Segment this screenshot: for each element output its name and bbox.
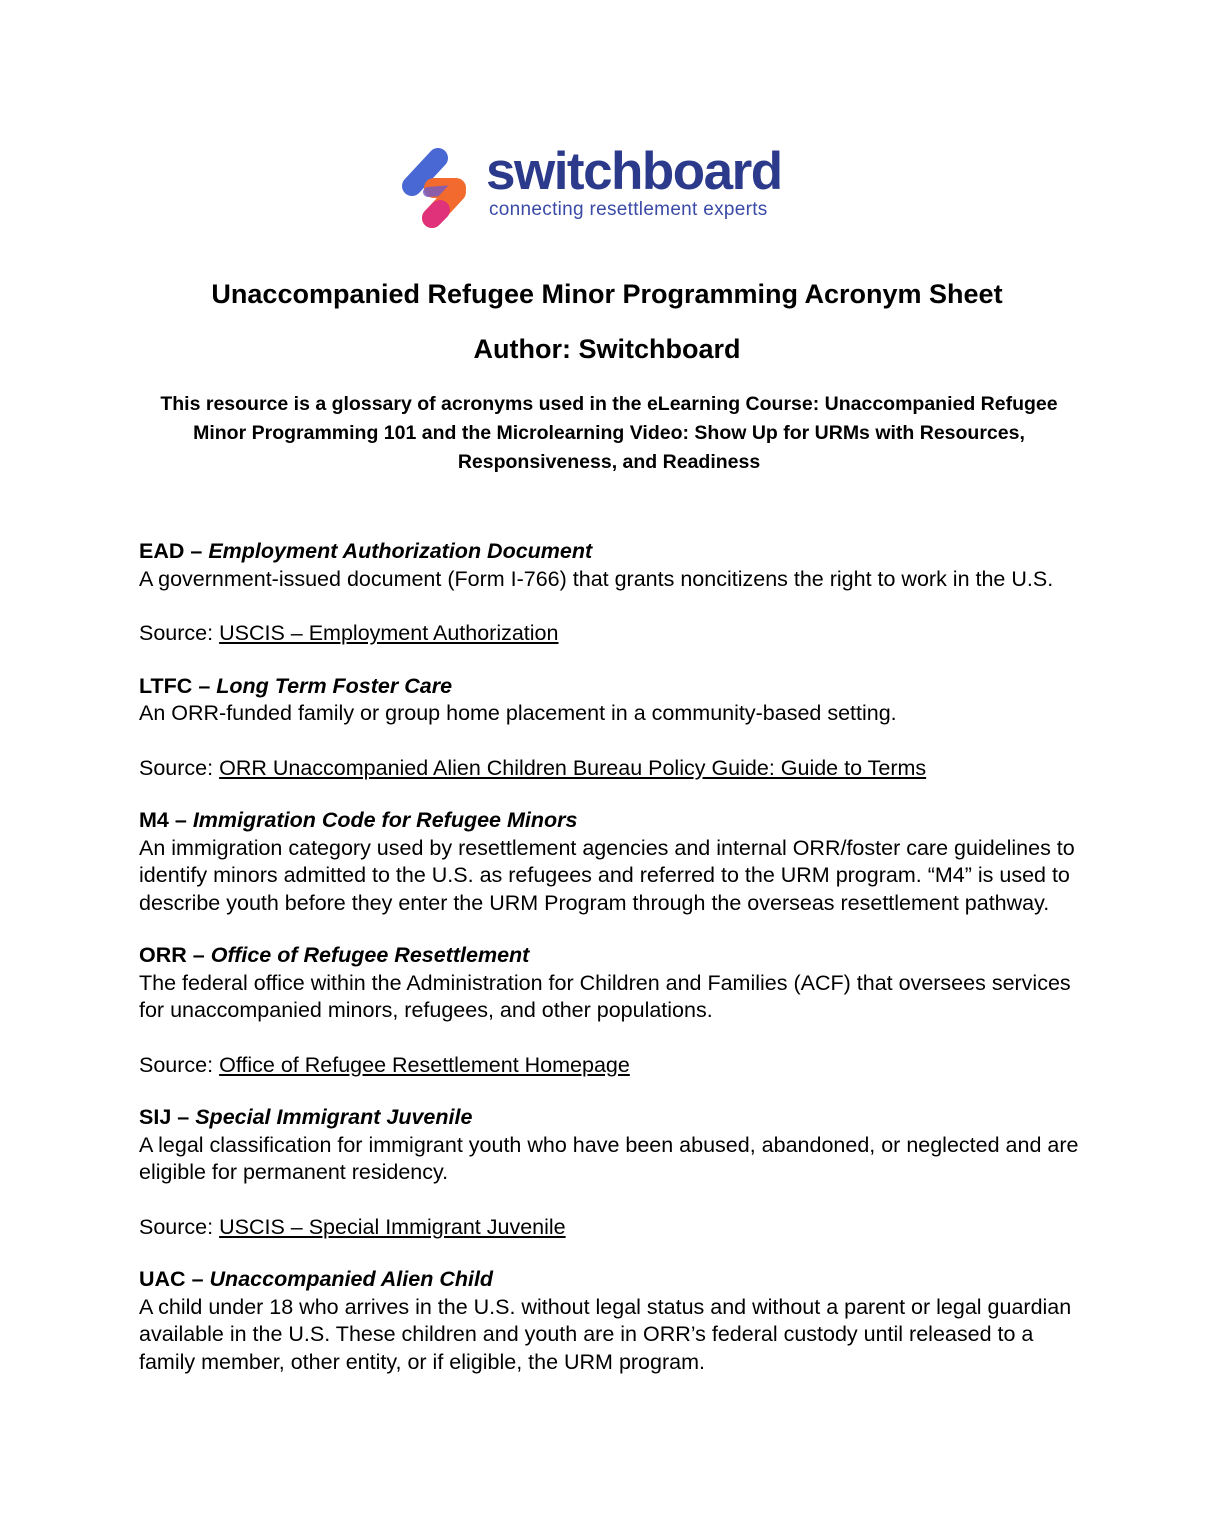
acronym-term	[139, 807, 1084, 835]
source-label: Source:	[139, 621, 214, 645]
acronym-dash: –	[191, 1267, 204, 1291]
acronym-definition: A legal classification for immigrant youth who have been abused, abandoned, or neglected and are eligible for permanent residency.	[139, 1132, 1079, 1184]
acronym-abbreviation: EAD	[139, 539, 185, 563]
acronym-dash: –	[174, 808, 187, 832]
switchboard-logo-mark-icon	[398, 144, 472, 230]
acronym-expansion: Employment Authorization Document	[208, 539, 593, 563]
source-link[interactable]: Office of Refugee Resettlement Homepage	[219, 1052, 630, 1077]
source-line	[139, 1214, 1084, 1242]
acronym-entry-ead	[139, 538, 1084, 648]
acronym-expansion: Immigration Code for Refugee Minors	[192, 808, 578, 832]
acronym-dash: –	[190, 539, 203, 563]
logo-tagline: connecting resettlement experts	[489, 199, 768, 220]
acronym-list	[139, 538, 1084, 1376]
acronym-expansion: Office of Refugee Resettlement	[210, 943, 530, 967]
acronym-entry-orr	[139, 942, 1084, 1079]
acronym-entry-sij	[139, 1104, 1084, 1241]
source-line	[139, 755, 1084, 783]
acronym-definition: A child under 18 who arrives in the U.S. without legal status and without a parent or legal guardian available in the U.S. These children and youth are in ORR’s federal custody until released to a family member, other entity, or if eligible, the URM program.	[139, 1294, 1072, 1374]
source-label: Source:	[139, 1214, 214, 1239]
acronym-abbreviation: M4	[139, 808, 169, 832]
acronym-abbreviation: UAC	[139, 1267, 186, 1291]
acronym-definition: A government-issued document (Form I-766) that grants noncitizens the right to work in the U.S.	[139, 566, 1054, 591]
acronym-definition: An ORR-funded family or group home placement in a community-based setting.	[139, 701, 897, 725]
acronym-term	[139, 538, 1084, 566]
document-author: Author: Switchboard	[473, 334, 741, 364]
source-link[interactable]: ORR Unaccompanied Alien Children Bureau Policy Guide: Guide to Terms	[219, 755, 927, 780]
acronym-expansion: Unaccompanied Alien Child	[209, 1267, 494, 1291]
acronym-entry-m4	[139, 807, 1084, 917]
acronym-term	[139, 942, 1084, 970]
source-label: Source:	[139, 755, 214, 780]
acronym-dash: –	[177, 1105, 190, 1129]
acronym-dash: –	[192, 943, 205, 967]
acronym-entry-ltfc	[139, 673, 1084, 783]
source-line	[139, 620, 1084, 648]
logo-wordmark: switchboard	[486, 142, 782, 201]
acronym-expansion: Long Term Foster Care	[216, 673, 453, 698]
acronym-dash: –	[198, 673, 211, 698]
source-link[interactable]: USCIS – Employment Authorization	[219, 621, 559, 645]
acronym-term	[139, 673, 1084, 701]
document-title: Unaccompanied Refugee Minor Programming Acronym Sheet	[211, 279, 1003, 309]
acronym-term	[139, 1104, 1084, 1132]
acronym-definition: An immigration category used by resettlement agencies and internal ORR/foster care guidelines to identify minors admitted to the U.S. as refugees and referred to the URM program. “M4” is used to describe youth before they enter the URM Program through the overseas resettlement pathway.	[139, 835, 1075, 915]
acronym-abbreviation: LTFC	[139, 673, 193, 698]
switchboard-logo	[398, 140, 818, 236]
intro-paragraph: This resource is a glossary of acronyms used in the eLearning Course: Unaccompanied Refugee Minor Programming 101 and the Microlearning Video: Show Up for URMs with Resources, Responsiveness, and Readiness	[160, 393, 1058, 473]
acronym-abbreviation: ORR	[139, 943, 187, 967]
acronym-entry-uac	[139, 1266, 1084, 1376]
source-line	[139, 1052, 1084, 1080]
source-link[interactable]: USCIS – Special Immigrant Juvenile	[219, 1214, 566, 1239]
acronym-abbreviation: SIJ	[139, 1105, 172, 1129]
acronym-term	[139, 1266, 1084, 1294]
source-label: Source:	[139, 1052, 214, 1077]
acronym-definition: The federal office within the Administration for Children and Families (ACF) that oversees services for unaccompanied minors, refugees, and other populations.	[139, 970, 1071, 1022]
acronym-expansion: Special Immigrant Juvenile	[195, 1105, 473, 1129]
